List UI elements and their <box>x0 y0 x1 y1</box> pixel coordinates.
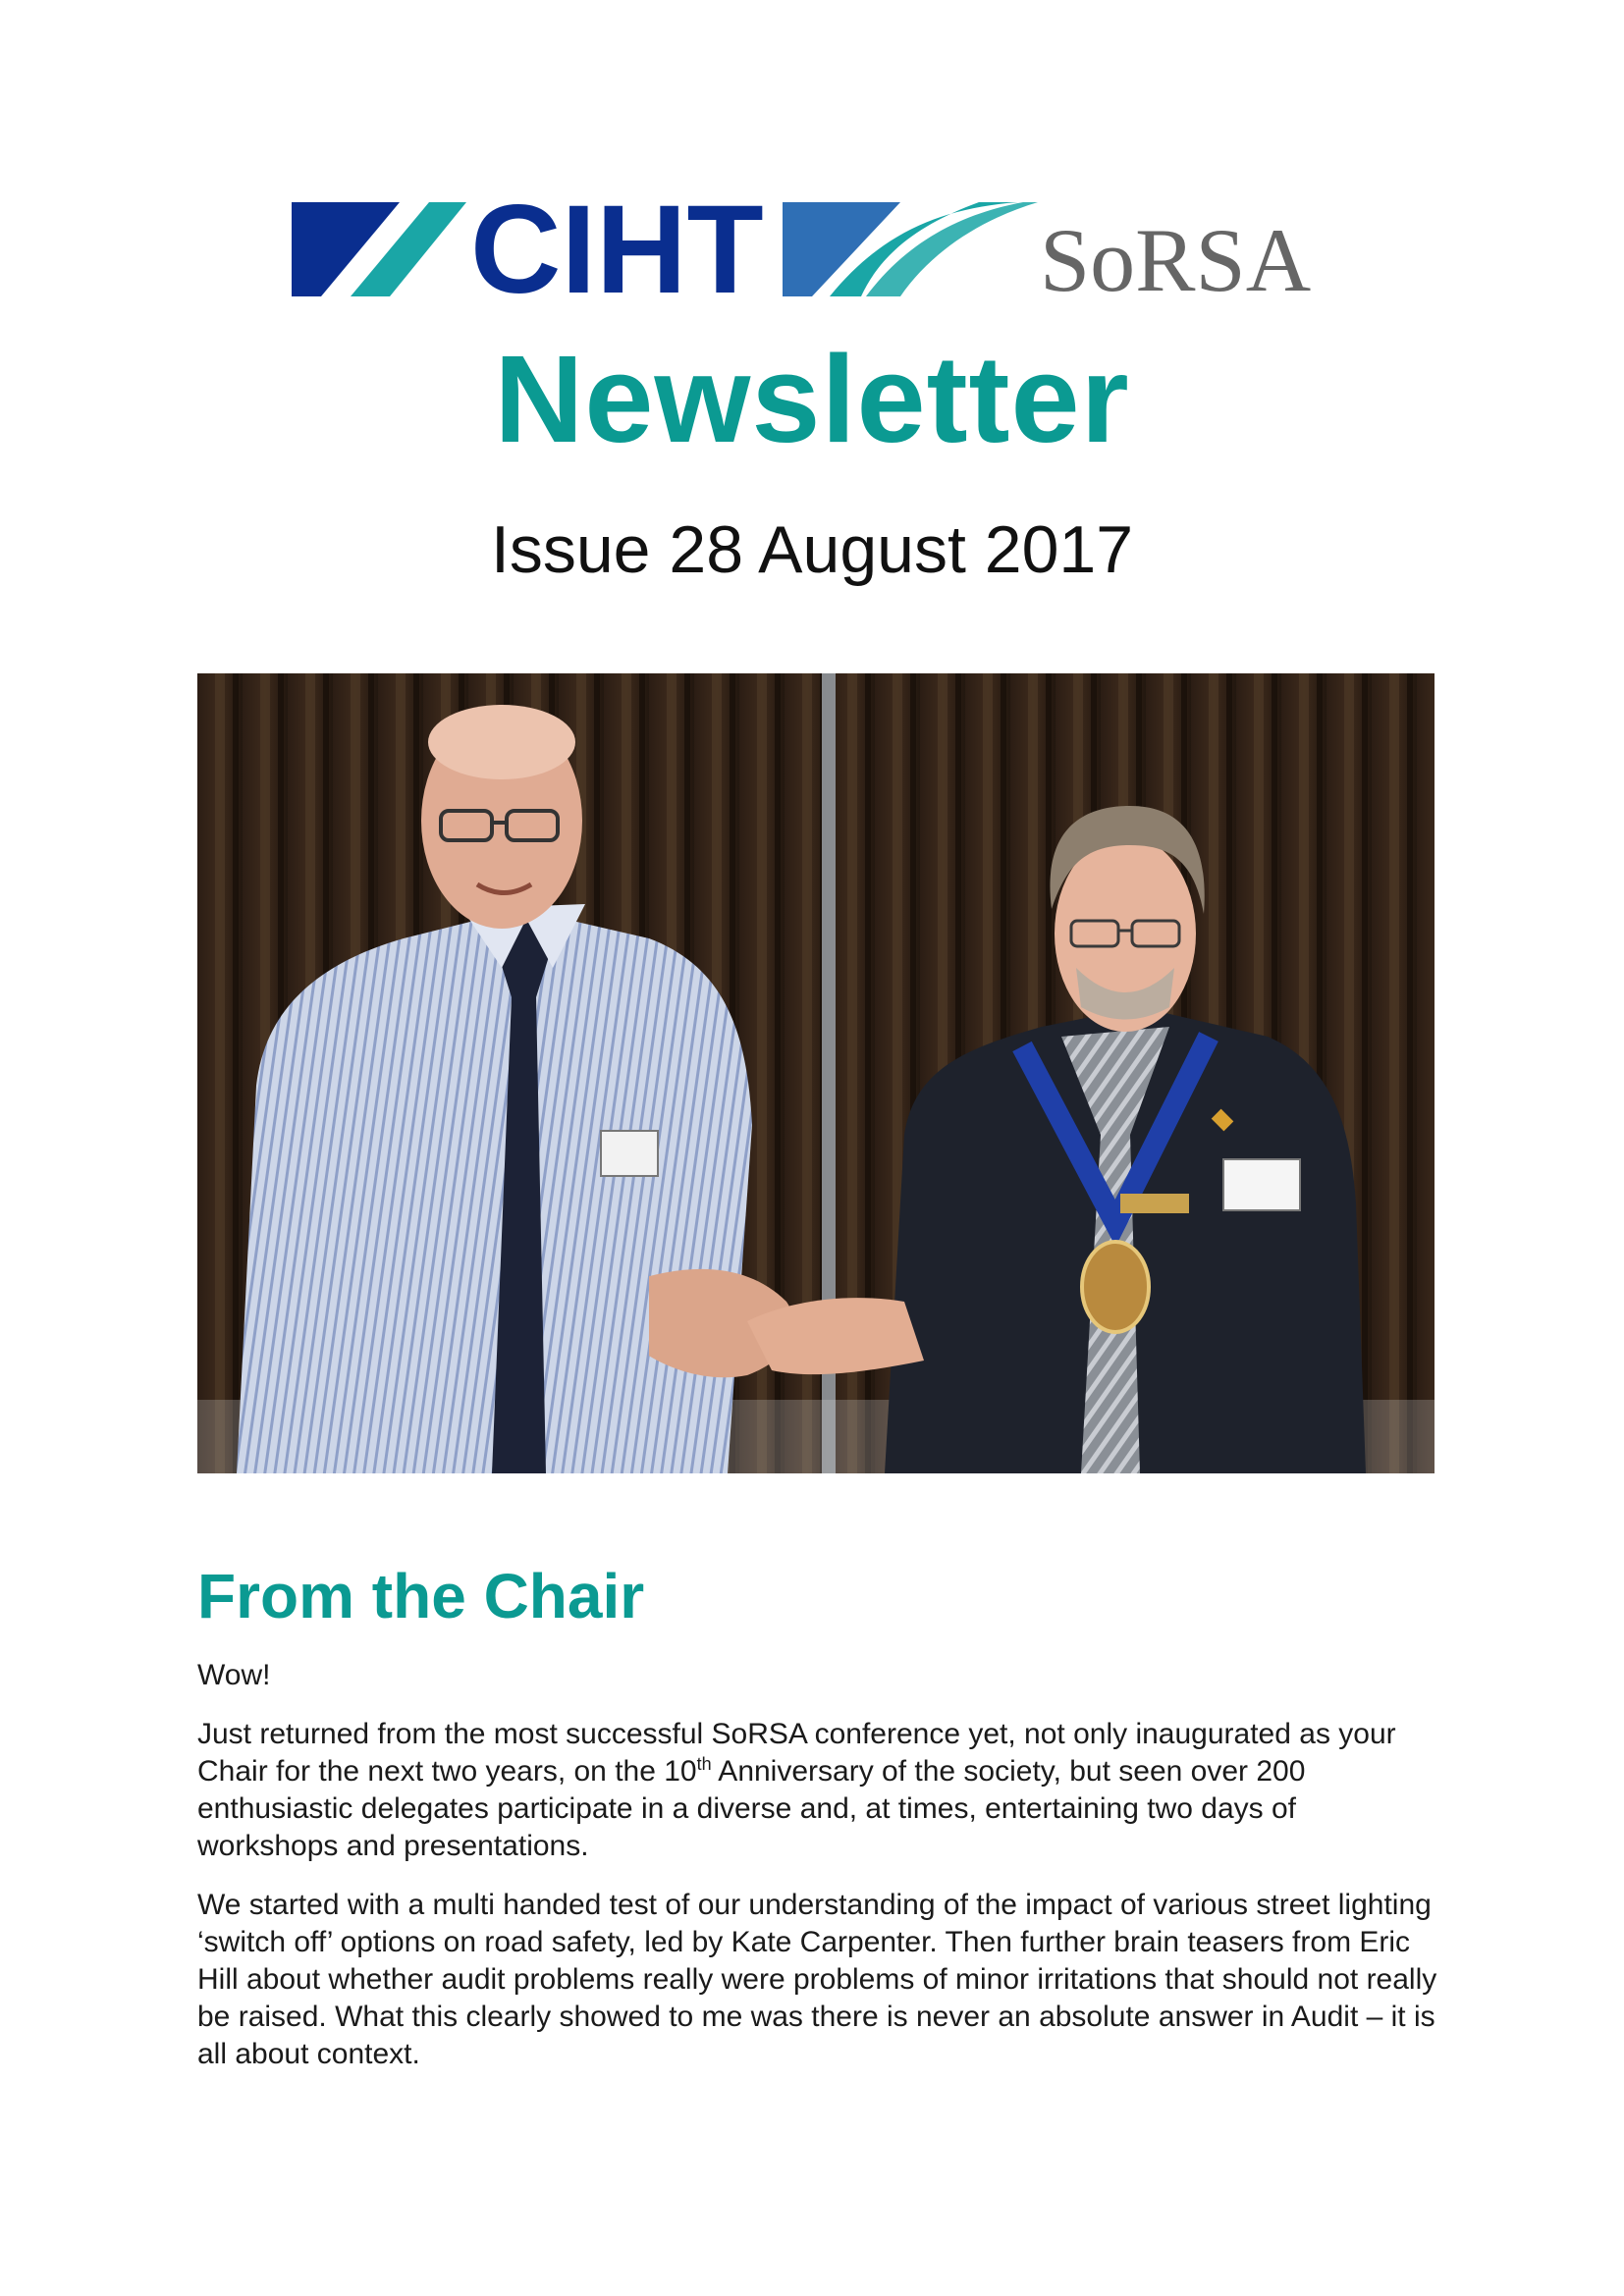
header-logos <box>292 194 1347 304</box>
issue-line: Issue 28 August 2017 <box>490 512 1134 587</box>
paragraph-2-start: Just returned from the most successful SoRSA conference yet, not only inaugurated as your Chair for the next two years, on the 10 <box>197 1718 1396 1788</box>
paragraph-2 <box>197 1716 1444 1865</box>
logo-text-sorsa: SoRSA <box>1040 210 1312 304</box>
ordinal-suffix: th <box>696 1754 712 1774</box>
ciht-sorsa-logo <box>292 194 1347 304</box>
two-men-shaking-hands-photo <box>197 673 1435 1473</box>
paragraph-1: Wow! <box>197 1659 271 1691</box>
newsletter-title: Newsletter <box>494 330 1130 468</box>
logo-text-ciht: CIHT <box>470 194 764 304</box>
section-heading: From the Chair <box>197 1561 645 1631</box>
paragraph-3: We started with a multi handed test of our understanding of the impact of various street lighting ‘switch off’ options on road safety, led by Kate Carpenter. Then further brain teasers from Eric Hill about whether audit problems really were problems of minor irritations that should not really be raised. What this clearly showed to me was there is never an absolute answer in Audit – it is all about context. <box>197 1889 1437 2070</box>
article-body <box>197 1657 1444 2095</box>
paragraph-2-end: Anniversary of the society, but seen over 200 enthusiastic delegates participate in a diverse and, at times, entertaining two days of workshops and presentations. <box>197 1755 1306 1862</box>
